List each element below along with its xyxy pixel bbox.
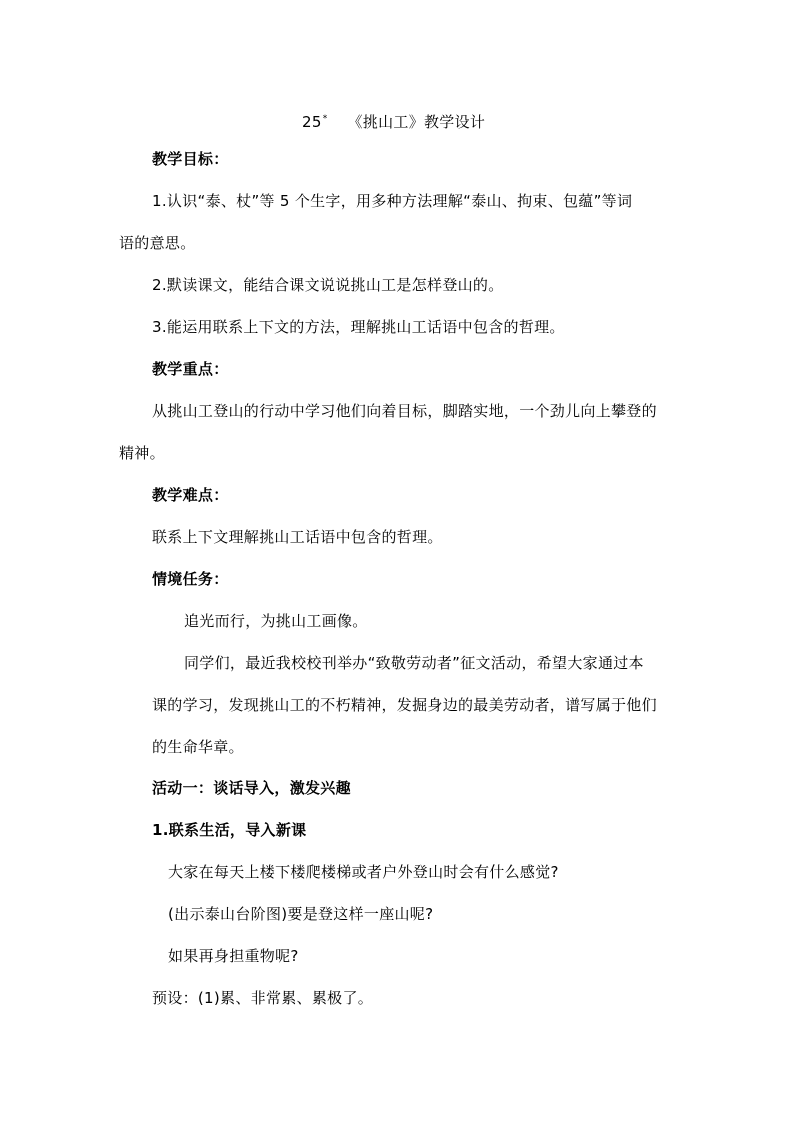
preset-answer: 预设：(1)累、非常累、累极了。 [152,989,374,1007]
task-line4: 的生命华章。 [152,738,244,756]
goal1-line1: 1.认识“泰、杖”等 5 个生字，用多种方法理解“泰山、拘束、包蕴”等词 [152,192,633,210]
task-heading: 情境任务： [152,570,229,588]
title-text: 《挑山工》教学设计 [347,113,486,131]
key-line2: 精神。 [119,444,165,462]
key-heading: 教学重点： [152,360,229,378]
activity1-heading: 活动一：谈话导入，激发兴趣 [152,779,351,797]
title-number: 25 [302,113,322,131]
question-1: 大家在每天上楼下楼爬楼梯或者户外登山时会有什么感觉? [168,863,559,881]
task-line3: 课的学习，发现挑山工的不朽精神，发掘身边的最美劳动者，谱写属于他们 [152,696,657,714]
goal3: 3.能运用联系上下文的方法，理解挑山工话语中包含的哲理。 [152,318,565,336]
task-line2: 同学们，最近我校校刊举办“致敬劳动者”征文活动，希望大家通过本 [184,654,644,672]
question-3: 如果再身担重物呢? [168,947,299,965]
difficulty-heading: 教学难点： [152,486,229,504]
goal1-line2: 语的意思。 [119,234,196,252]
key-line1: 从挑山工登山的行动中学习他们向着目标，脚踏实地，一个劲儿向上攀登的 [152,402,657,420]
title-mark: * [322,114,328,124]
document-title [302,108,485,133]
goal2: 2.默读课文，能结合课文说说挑山工是怎样登山的。 [152,276,504,294]
question-2: (出示泰山台阶图)要是登这样一座山呢? [168,905,434,923]
difficulty-text: 联系上下文理解挑山工话语中包含的哲理。 [152,528,443,546]
step1-heading: 1.联系生活，导入新课 [152,821,307,839]
task-line1: 追光而行，为挑山工画像。 [184,612,368,630]
goals-heading: 教学目标： [152,150,229,168]
